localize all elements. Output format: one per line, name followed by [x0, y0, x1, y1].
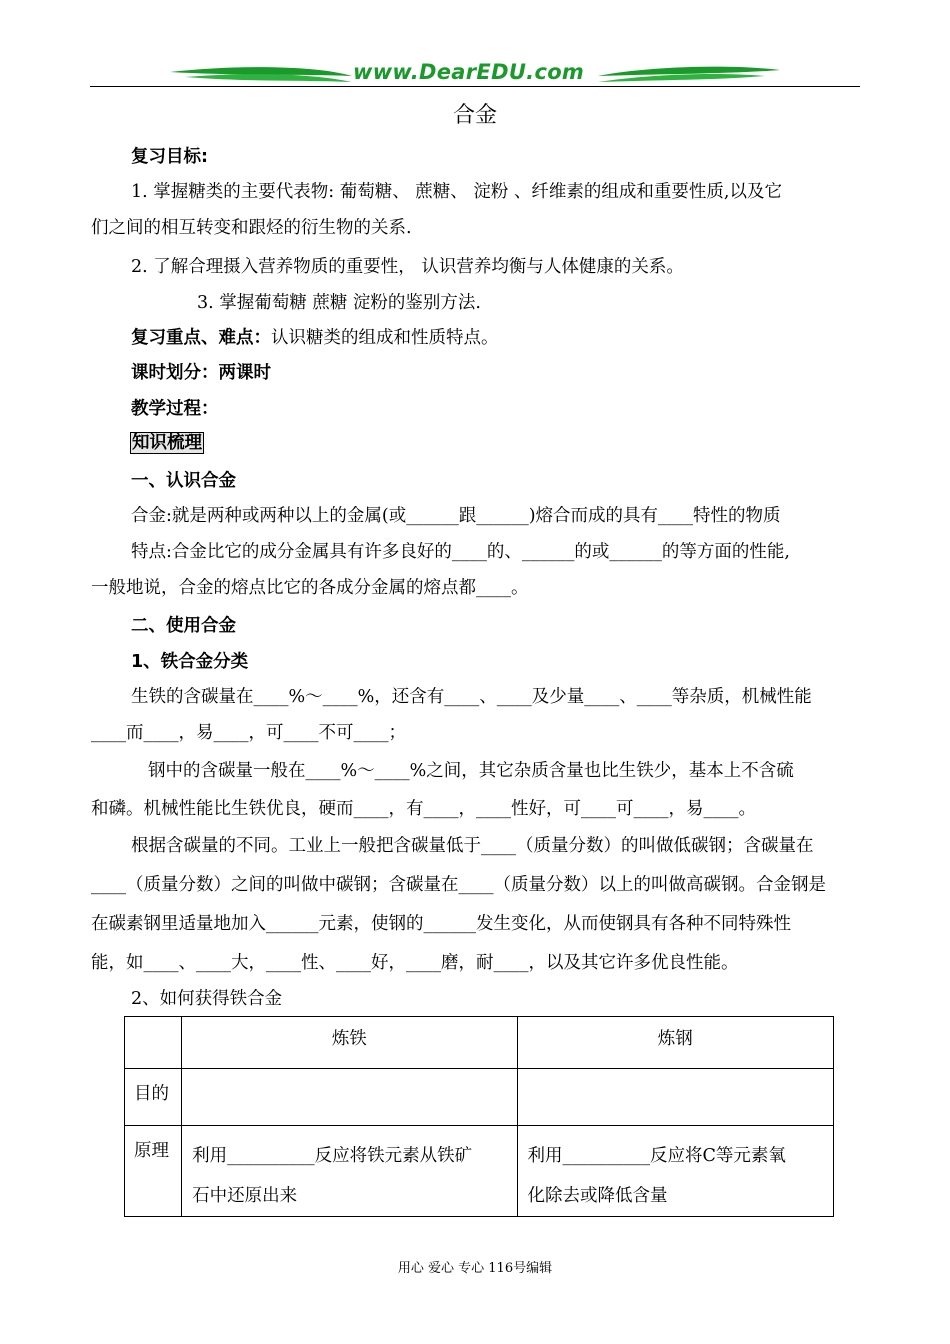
alloy-feature-line-1: 特点:合金比它的成分金属具有许多良好的____的、______的或______的等方面的性能,	[131, 542, 790, 562]
steel-line-1: 钢中的含碳量一般在____%～____%之间，其它杂质含量也比生铁少，基本上不含硫	[148, 761, 794, 781]
row-label-principle: 原理	[125, 1126, 182, 1217]
alloy-definition: 合金:就是两种或两种以上的金属(或______跟______)熔合而成的具有____特性的物质	[131, 506, 781, 526]
section-1-heading: 一、认识合金	[131, 471, 236, 491]
row-label-purpose: 目的	[125, 1069, 182, 1126]
objective-3: 3. 掌握葡萄糖 蔗糖 淀粉的鉴别方法.	[197, 293, 481, 313]
steel-principle-line-1: 利用__________反应将C等元素氧	[527, 1146, 786, 1166]
section-2-sub-1: 1、铁合金分类	[131, 652, 249, 672]
site-logo[interactable]: www.DearEDU.com	[353, 60, 585, 84]
steel-principle-line-2: 化除去或降低含量	[527, 1186, 668, 1206]
iron-principle-cell	[182, 1126, 517, 1217]
key-points-label: 复习重点、难点：	[131, 328, 271, 348]
section-2-sub-2: 2、如何获得铁合金	[131, 989, 283, 1009]
section-2-heading: 二、使用合金	[131, 616, 236, 636]
page-title: 合金	[452, 103, 497, 128]
pig-iron-line-2: ____而____，易____，可____不可____；	[91, 723, 406, 743]
iron-purpose-cell[interactable]	[182, 1069, 517, 1126]
objective-1-line-2: 们之间的相互转变和跟烃的衍生物的关系.	[91, 218, 412, 238]
steel-purpose-cell[interactable]	[517, 1069, 833, 1126]
iron-steel-table	[124, 1016, 834, 1217]
knowledge-box-label: 知识梳理	[132, 433, 202, 453]
table-header-row	[125, 1017, 834, 1069]
key-points	[131, 324, 499, 349]
table-header-steel: 炼钢	[517, 1017, 833, 1069]
carbon-line-2: ____（质量分数）之间的叫做中碳钢；含碳量在____（质量分数）以上的叫做高碳钢。合金钢是	[91, 875, 826, 895]
header-divider	[90, 86, 860, 87]
objective-2: 2. 了解合理摄入营养物质的重要性， 认识营养均衡与人体健康的关系。	[131, 257, 684, 277]
carbon-line-4: 能，如____、____大，____性、____好，____磨，耐____，以及其它许多优良性能。	[91, 953, 739, 973]
alloy-feature-line-2: 一般地说，合金的熔点比它的各成分金属的熔点都____。	[91, 578, 529, 598]
schedule: 课时划分：两课时	[131, 363, 271, 383]
objectives-heading: 复习目标:	[131, 147, 208, 167]
steel-principle-cell	[517, 1126, 833, 1217]
objective-1-line-1: 1. 掌握糖类的主要代表物: 葡萄糖、 蔗糖、 淀粉 、纤维素的组成和重要性质,以及它	[131, 182, 782, 202]
carbon-line-3: 在碳素钢里适量地加入______元素，使钢的______发生变化，从而使钢具有各种不同特殊性	[91, 914, 791, 934]
carbon-line-1: 根据含碳量的不同。工业上一般把含碳量低于____（质量分数）的叫做低碳钢；含碳量在	[131, 836, 814, 856]
iron-principle-line-1: 利用__________反应将铁元素从铁矿	[192, 1146, 473, 1166]
page-footer: 用心 爱心 专心 116号编辑	[397, 1261, 553, 1276]
process-heading: 教学过程：	[131, 399, 219, 419]
steel-line-2: 和磷。机械性能比生铁优良，硬而____，有____，____性好，可____可____，易____。	[91, 799, 756, 819]
table-header-iron: 炼铁	[182, 1017, 517, 1069]
knowledge-box	[130, 429, 204, 454]
pig-iron-line-1: 生铁的含碳量在____%～____%，还含有____、____及少量____、____等杂质，机械性能	[131, 687, 812, 707]
table-row	[125, 1069, 834, 1126]
key-points-text: 认识糖类的组成和性质特点。	[271, 328, 499, 348]
iron-principle-line-2: 石中还原出来	[192, 1186, 298, 1206]
table-corner-cell	[125, 1017, 182, 1069]
table-row	[125, 1126, 834, 1217]
